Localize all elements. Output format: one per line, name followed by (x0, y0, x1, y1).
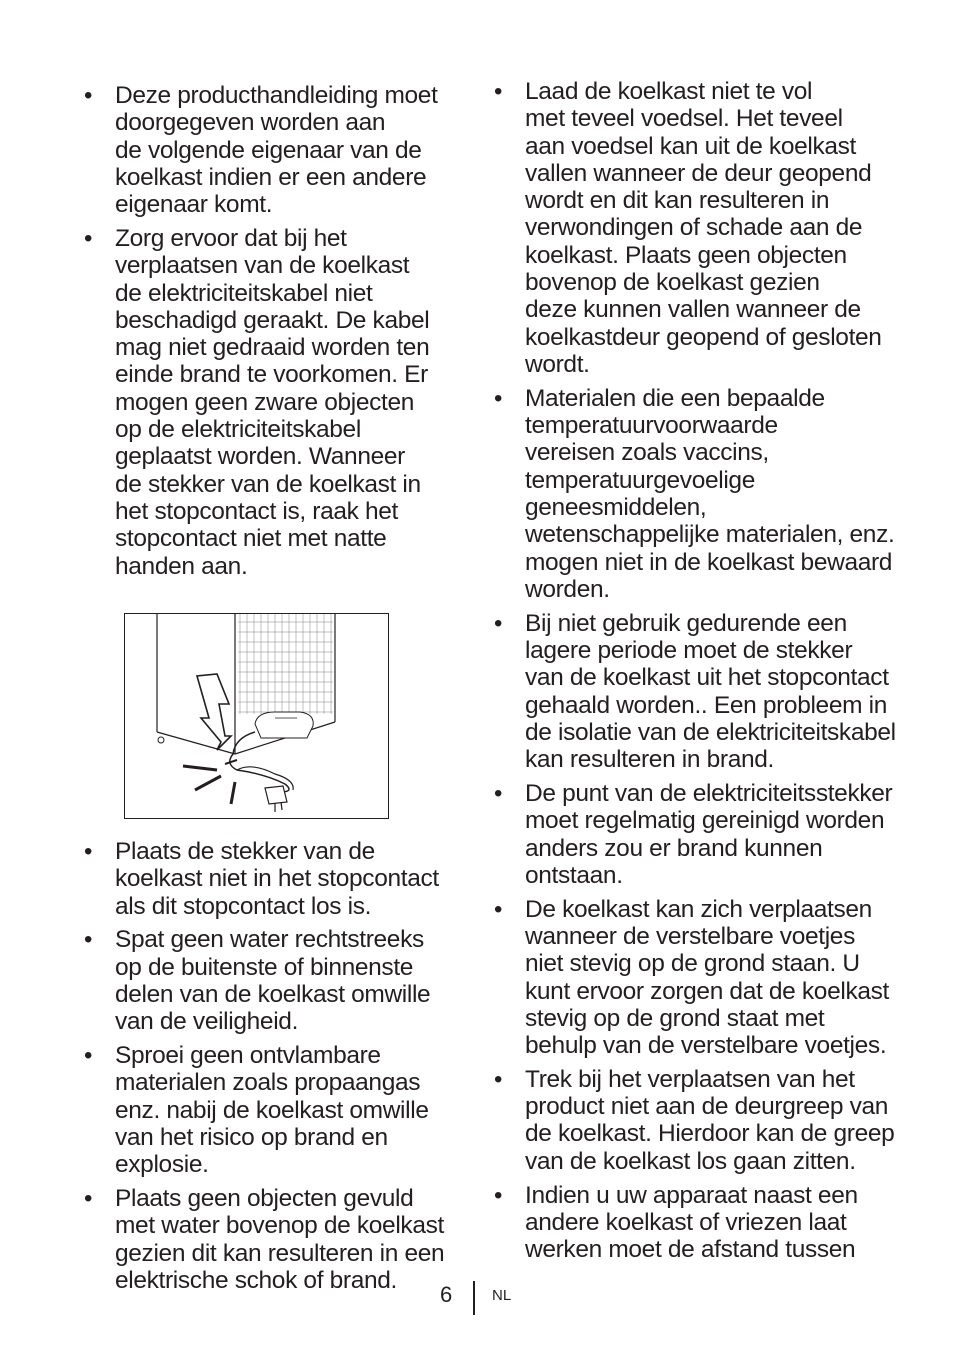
bullet: • (84, 1185, 93, 1213)
list-item-text: Plaats de stekker van de koelkast niet in het stopcontact als dit stopcontact los is. (115, 838, 439, 920)
bullet: • (84, 838, 93, 865)
list-item (80, 82, 470, 218)
list-item-text: De punt van de elektriciteitsstekker moet regelmatig gereinigd worden anders zou er brand kunnen ontstaan. (525, 779, 893, 889)
list-item (80, 926, 470, 1035)
list-item-text: De koelkast kan zich verplaatsen wanneer de verstelbare voetjes niet stevig op de grond staan. U kunt ervoor zorgen dat de koelkast stevig op de grond staat met behulp van de verstelbare voetjes. (525, 895, 889, 1060)
list-item (80, 1042, 470, 1178)
bullet: • (494, 609, 503, 637)
list-item (490, 896, 920, 1060)
list-item-text: Plaats geen objecten gevuld met water bovenop de koelkast gezien dit kan resulteren in een elektrische schok of brand. (115, 1185, 445, 1294)
list-item (80, 225, 470, 580)
illustration-svg (125, 614, 388, 818)
bullet: • (84, 82, 93, 109)
bullet: • (494, 1065, 503, 1093)
list-item (490, 610, 920, 774)
list-item (80, 838, 470, 920)
warning-list-left-bottom (80, 838, 470, 1294)
list-item-text: Materialen die een bepaalde temperatuurvoorwaarde vereisen zoals vaccins, temperatuurgevoelige geneesmiddelen, wetenschappelijke materialen, enz. mogen niet in de koelkast bewaard worden. (525, 384, 895, 603)
list-item (490, 780, 920, 889)
list-item-text: Spat geen water rechtstreeks op de buitenste of binnenste delen van de koelkast omwille van de veiligheid. (115, 926, 431, 1036)
list-item-text: Laad de koelkast niet te vol met teveel voedsel. Het teveel aan voedsel kan uit de koelkast vallen wanneer de deur geopend wordt en dit kan resulteren in verwondingen of schade aan de koelkast. Plaats geen objecten bovenop de koelkast gezien deze kunnen vallen wanneer de koelkastdeur geopend of gesloten wordt. (525, 78, 882, 378)
fridge-cable-illustration (124, 613, 389, 819)
list-item (490, 1182, 920, 1264)
list-item-text: Sproei geen ontvlambare materialen zoals propaangas enz. nabij de koelkast omwille van het risico op brand en explosie. (115, 1042, 429, 1179)
page-number: 6 (440, 1282, 453, 1307)
bullet: • (494, 1181, 503, 1209)
list-item (490, 78, 920, 378)
list-item-text: Indien u uw apparaat naast een andere koelkast of vriezen laat werken moet de afstand tussen (525, 1181, 858, 1264)
footer-divider (473, 1281, 475, 1315)
list-item (80, 1185, 470, 1294)
left-column-bottom (80, 838, 470, 1301)
list-item-text: Zorg ervoor dat bij het verplaatsen van de koelkast de elektriciteitskabel niet beschadigd geraakt. De kabel mag niet gedraaid worden ten einde brand te voorkomen. Er mogen geen zware objecten op de elektriciteitskabel geplaatst worden. Wanneer de stekker van de koelkast in het stopcontact is, raak het stopcontact niet met natte handen aan. (115, 224, 430, 580)
warning-list-right (490, 78, 920, 1263)
bullet: • (494, 895, 503, 923)
bullet: • (84, 926, 93, 954)
list-item-text: Trek bij het verplaatsen van het product niet aan de deurgreep van de koelkast. Hierdoor kan de greep van de koelkast los gaan zitten. (525, 1065, 895, 1175)
list-item (490, 385, 920, 603)
bullet: • (494, 78, 503, 105)
right-column (490, 78, 920, 1270)
bullet: • (494, 779, 503, 807)
bullet: • (494, 384, 503, 412)
language-code: NL (492, 1287, 512, 1304)
bullet: • (84, 1042, 93, 1070)
bullet: • (84, 224, 93, 252)
left-column-top (80, 82, 470, 586)
list-item-text: Deze producthandleiding moet doorgegeven worden aan de volgende eigenaar van de koelkast indien er een andere eigenaar komt. (115, 82, 438, 219)
warning-list-left-top (80, 82, 470, 580)
list-item-text: Bij niet gebruik gedurende een lagere periode moet de stekker van de koelkast uit het stopcontact gehaald worden.. Een probleem in de isolatie van de elektriciteitskabel kan resulteren in brand. (525, 609, 896, 774)
list-item (490, 1066, 920, 1175)
